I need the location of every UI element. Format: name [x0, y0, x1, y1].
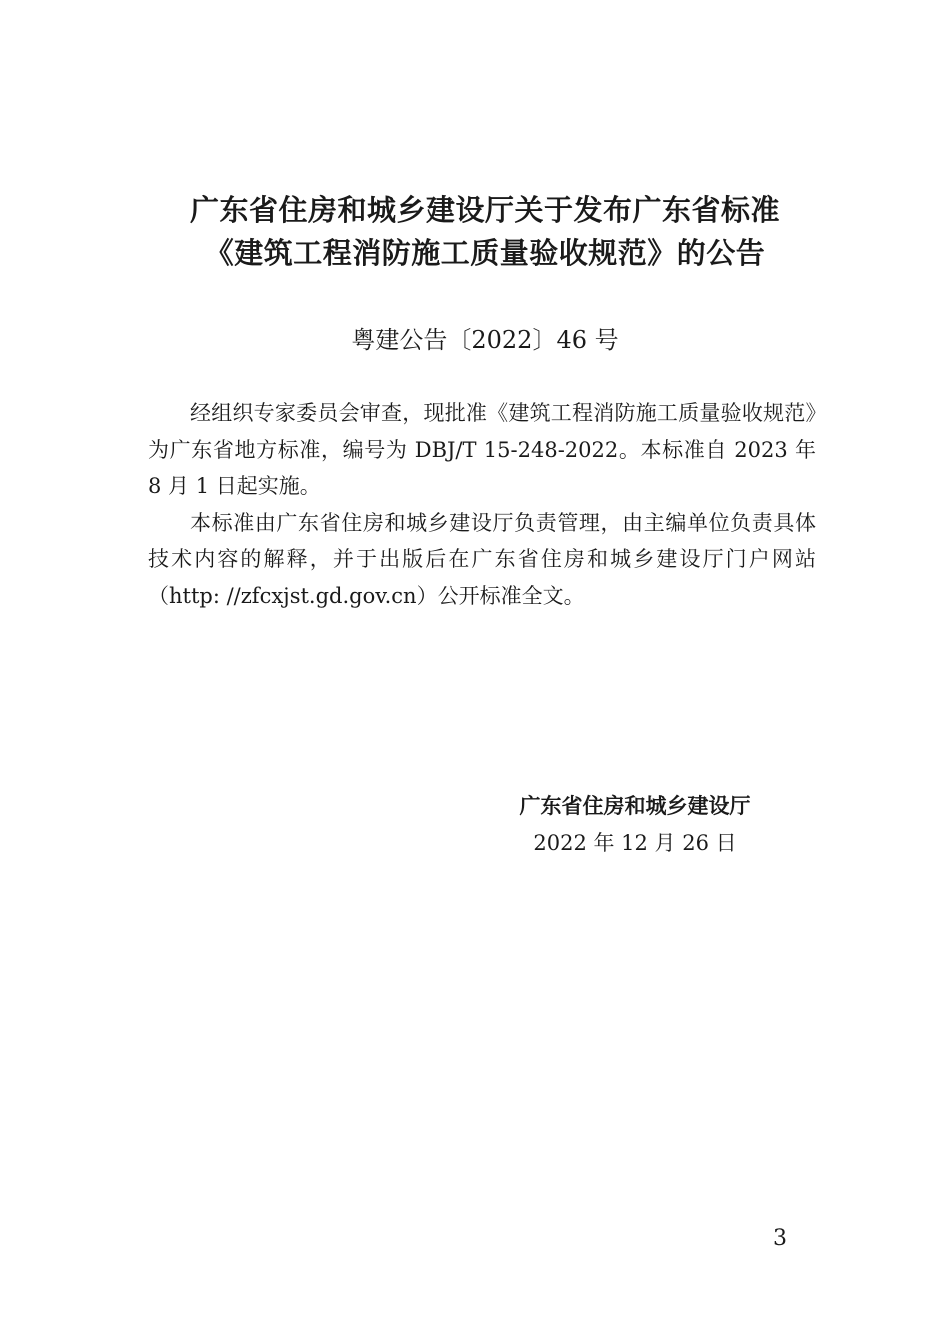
paragraph-approval: 经组织专家委员会审查，现批准《建筑工程消防施工质量验收规范》为广东省地方标准，编号为 DBJ/T 15-248-2022。本标准自 2023 年 8 月 1 日起实施。 [148, 401, 816, 498]
paragraph-management: 本标准由广东省住房和城乡建设厅负责管理，由主编单位负责具体技术内容的解释，并于出版后在广东省住房和城乡建设厅门户网站（http: //zfcxjst.gd.gov.cn）公开标准全文。 [148, 510, 816, 608]
page-title [100, 189, 870, 275]
title-line-1: 广东省住房和城乡建设厅关于发布广东省标准 [189, 193, 780, 227]
issuer-name: 广东省住房和城乡建设厅 [519, 794, 751, 818]
title-line-2: 《建筑工程消防施工质量验收规范》的公告 [204, 236, 766, 270]
document-number: 粤建公告〔2022〕46 号 [351, 326, 619, 354]
signature-block [480, 788, 790, 862]
page-number: 3 [773, 1226, 787, 1251]
announcement-body [148, 395, 816, 614]
issue-date: 2022 年 12 月 26 日 [533, 831, 737, 855]
